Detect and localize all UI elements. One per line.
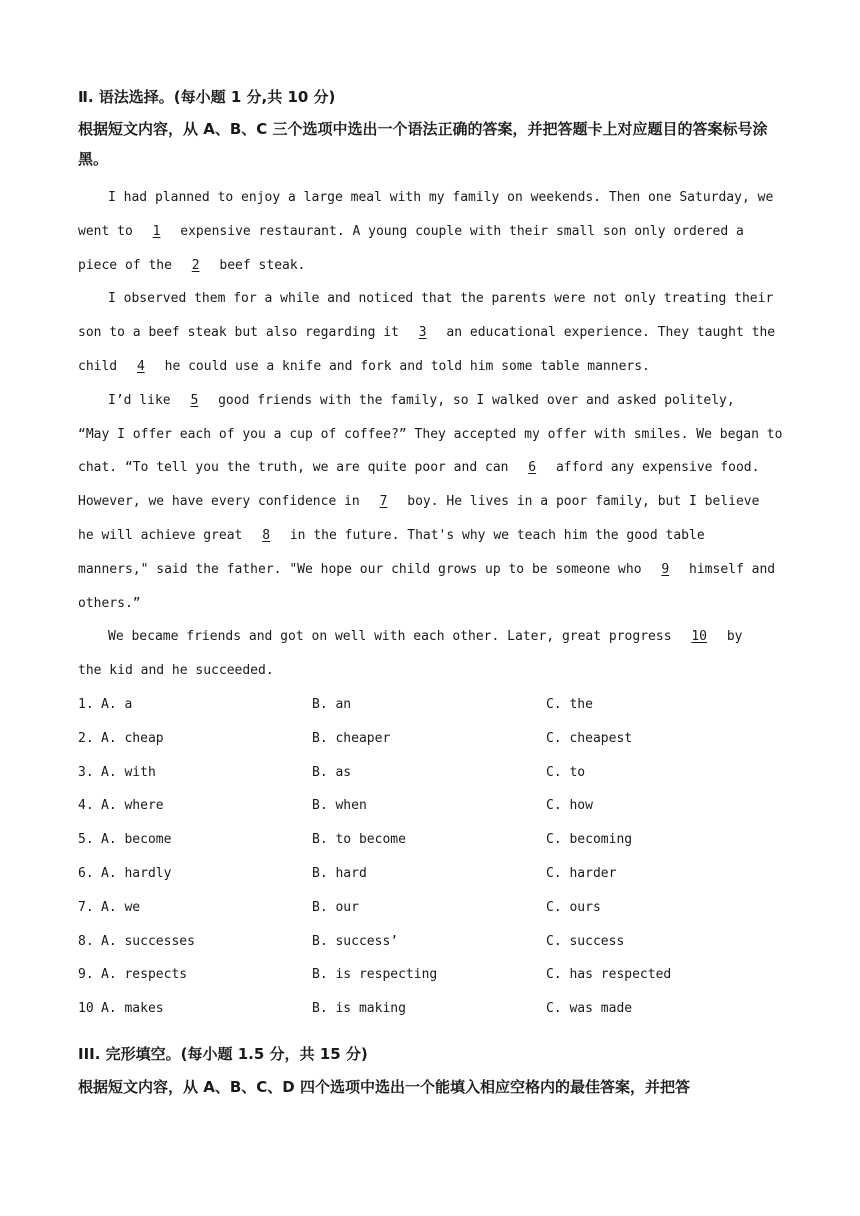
option-row <box>78 864 782 884</box>
option-row <box>78 898 782 918</box>
option-b: B. is respecting <box>312 967 438 982</box>
option-row <box>78 932 782 952</box>
passage-line: chat. “To tell you the truth, we are quite poor and can 6 afford any expensive food. <box>78 458 759 478</box>
option-a: A. hardly <box>101 866 172 881</box>
option-row <box>78 695 782 715</box>
blank-10: 10 <box>691 629 708 644</box>
option-c: C. success <box>546 934 625 949</box>
question-number: 5. <box>78 832 94 847</box>
option-a: A. makes <box>101 1001 164 1016</box>
blank-3: 3 <box>418 325 427 340</box>
option-a: A. we <box>101 900 141 915</box>
passage-line: I’d like 5 good friends with the family, so I walked over and asked politely, <box>108 391 735 411</box>
passage-line: manners," said the father. "We hope our child grows up to be someone who 9 himself and <box>78 560 775 580</box>
blank-6: 6 <box>528 460 537 475</box>
option-a: A. with <box>101 765 156 780</box>
option-b: B. cheaper <box>312 731 391 746</box>
option-a: A. respects <box>101 967 188 982</box>
blank-9: 9 <box>661 562 670 577</box>
passage-line: We became friends and got on well with each other. Later, great progress 10 by <box>108 627 743 647</box>
question-number: 7. <box>78 900 94 915</box>
option-a: A. become <box>101 832 172 847</box>
option-row <box>78 830 782 850</box>
option-c: C. harder <box>546 866 617 881</box>
option-c: C. becoming <box>546 832 633 847</box>
option-b: B. hard <box>312 866 367 881</box>
option-b: B. as <box>312 765 352 780</box>
passage-line: I observed them for a while and noticed that the parents were not only treating their <box>108 291 774 306</box>
blank-4: 4 <box>136 359 145 374</box>
option-b: B. is making <box>312 1001 406 1016</box>
option-c: C. to <box>546 765 586 780</box>
passage-line: went to 1 expensive restaurant. A young couple with their small son only ordered a <box>78 222 744 242</box>
option-row <box>78 999 782 1019</box>
option-b: B. an <box>312 697 352 712</box>
passage-line: son to a beef steak but also regarding it 3 an educational experience. They taught the <box>78 323 775 343</box>
passage-line: the kid and he succeeded. <box>78 663 274 678</box>
option-row <box>78 729 782 749</box>
option-c: C. has respected <box>546 967 672 982</box>
option-a: A. cheap <box>101 731 164 746</box>
option-row <box>78 763 782 783</box>
option-c: C. how <box>546 798 593 813</box>
question-number: 2. <box>78 731 94 746</box>
option-a: A. a <box>101 697 133 712</box>
section-3-instruction: 根据短文内容，从 A、B、C、D 四个选项中选出一个能填入相应空格内的最佳答案，并把答 <box>78 1078 690 1096</box>
question-number: 6. <box>78 866 94 881</box>
option-b: B. success’ <box>312 934 399 949</box>
blank-5: 5 <box>190 393 199 408</box>
option-row <box>78 965 782 985</box>
option-b: B. to become <box>312 832 406 847</box>
blank-8: 8 <box>262 528 271 543</box>
question-number: 10 <box>78 1001 94 1016</box>
passage-line: child 4 he could use a knife and fork and told him some table manners. <box>78 357 650 377</box>
question-number: 9. <box>78 967 94 982</box>
passage-line: However, we have every confidence in 7 boy. He lives in a poor family, but I believe <box>78 492 759 512</box>
option-row <box>78 796 782 816</box>
blank-7: 7 <box>379 494 388 509</box>
option-b: B. when <box>312 798 367 813</box>
option-b: B. our <box>312 900 359 915</box>
option-c: C. ours <box>546 900 601 915</box>
blank-2: 2 <box>191 258 200 273</box>
question-number: 3. <box>78 765 94 780</box>
option-a: A. where <box>101 798 164 813</box>
question-number: 4. <box>78 798 94 813</box>
section-2-instruction: 根据短文内容，从 A、B、C 三个选项中选出一个语法正确的答案，并把答题卡上对应题目的答案标号涂黑。 <box>78 120 768 168</box>
passage-line: others.” <box>78 596 141 611</box>
option-c: C. was made <box>546 1001 633 1016</box>
question-number: 8. <box>78 934 94 949</box>
blank-1: 1 <box>152 224 161 239</box>
question-number: 1. <box>78 697 94 712</box>
option-a: A. successes <box>101 934 195 949</box>
passage-line: piece of the 2 beef steak. <box>78 256 306 276</box>
section-2-heading: Ⅱ. 语法选择。(每小题 1 分,共 10 分) <box>78 88 336 106</box>
passage-line: he will achieve great 8 in the future. That's why we teach him the good table <box>78 526 705 546</box>
option-c: C. cheapest <box>546 731 633 746</box>
section-3-heading: III. 完形填空。(每小题 1.5 分，共 15 分) <box>78 1045 368 1063</box>
option-c: C. the <box>546 697 593 712</box>
passage-line: I had planned to enjoy a large meal with my family on weekends. Then one Saturday, we <box>108 190 774 205</box>
passage-line: “May I offer each of you a cup of coffee?” They accepted my offer with smiles. We began to <box>78 427 783 442</box>
